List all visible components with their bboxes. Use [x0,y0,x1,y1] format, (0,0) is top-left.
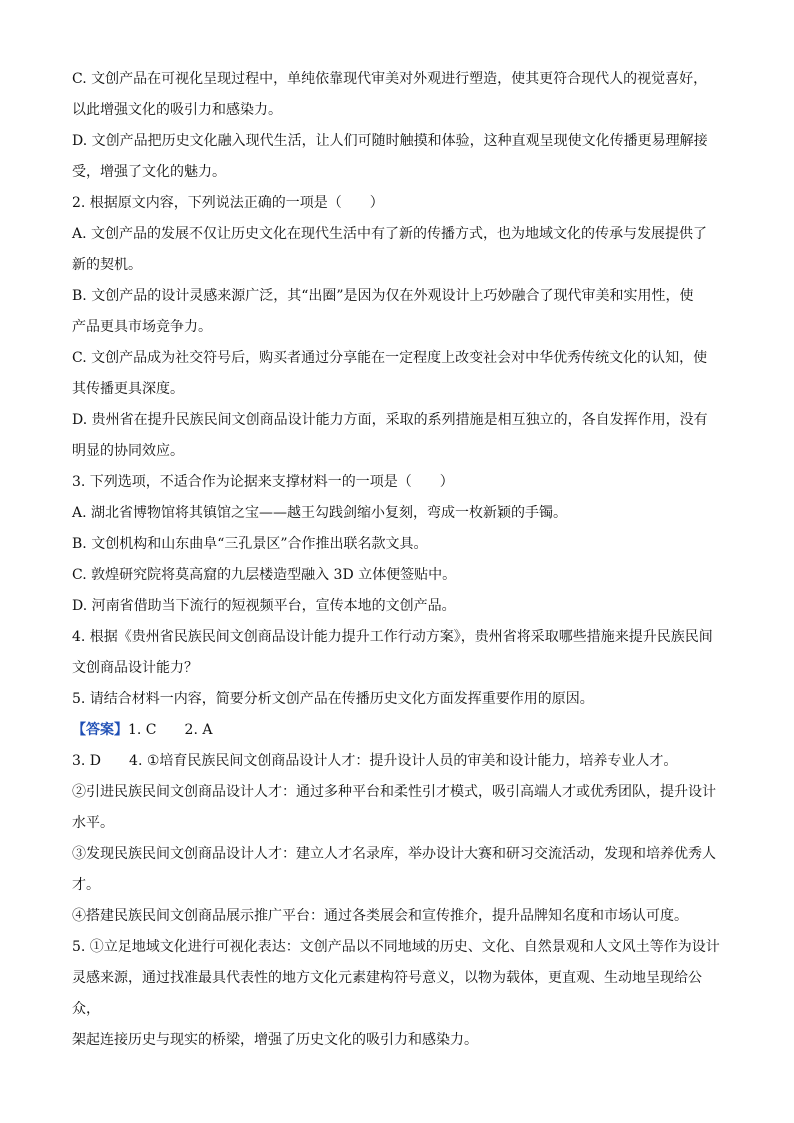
q2-option-a-line-1: A. 文创产品的发展不仅让历史文化在现代生活中有了新的传播方式，也为地域文化的传承与发展提供了 [72,226,708,242]
answer-label: 【答案】 [72,722,128,738]
q3-option-c: C. 敦煌研究院将莫高窟的九层楼造型融入 3D 立体便签贴中。 [72,567,457,583]
q2-option-d-line-1: D. 贵州省在提升民族民间文创商品设计能力方面，采取的系列措施是相互独立的，各自发挥作用，没有 [72,412,708,428]
question-5: 5. 请结合材料一内容，简要分析文创产品在传播历史文化方面发挥重要作用的原因。 [72,691,594,707]
q2-option-b-line-2: 产品更具市场竞争力。 [72,319,212,335]
answer-5-line-1: 5. ①立足地域文化进行可视化表达：文创产品以不同地域的历史、文化、自然景观和人文风土等作为设计 [72,939,720,955]
question-2: 2. 根据原文内容，下列说法正确的一项是（ ） [72,195,384,211]
question-3: 3. 下列选项，不适合作为论据来支撑材料一的一项是（ ） [72,474,454,490]
q2-option-a-line-2: 新的契机。 [72,257,142,273]
answer-2: 2. A [184,722,213,738]
answer-4-item-2-line-2: 水平。 [72,815,114,831]
q3-option-d: D. 河南省借助当下流行的短视频平台，宣传本地的文创产品。 [72,598,456,614]
q2-option-b-line-1: B. 文创产品的设计灵感来源广泛，其“出圈”是因为仅在外观设计上巧妙融合了现代审美和实用性，使 [72,288,694,304]
answer-4-item-1: 4. ①培育民族民间文创商品设计人才：提升设计人员的审美和设计能力，培养专业人才。 [129,753,678,769]
answer-line-2 [72,746,722,777]
q3-option-b: B. 文创机构和山东曲阜“三孔景区”合作推出联名款文具。 [72,536,428,552]
q2-option-c-line-2: 其传播更具深度。 [72,381,184,397]
answer-5-line-2: 灵感来源，通过找准最具代表性的地方文化元素建构符号意义，以物为载体，更直观、生动地呈现给公众， [72,970,702,1017]
q2-option-c-line-1: C. 文创产品成为社交符号后，购买者通过分享能在一定程度上改变社会对中华优秀传统文化的认知，使 [72,350,708,366]
option-c-line-2: 以此增强文化的吸引力和感染力。 [72,102,282,118]
q3-option-a: A. 湖北省博物馆将其镇馆之宝——越王勾践剑缩小复刻，弯成一枚新颖的手镯。 [72,505,568,521]
question-4-line-2: 文创商品设计能力？ [72,660,198,676]
answer-4-item-4: ④搭建民族民间文创商品展示推广平台：通过各类展会和宣传推介，提升品牌知名度和市场认可度。 [72,908,688,924]
answer-1: 1. C [128,722,157,738]
question-4-line-1: 4. 根据《贵州省民族民间文创商品设计能力提升工作行动方案》，贵州省将采取哪些措施来提升民族民间 [72,629,713,645]
answer-5-line-3: 架起连接历史与现实的桥梁，增强了历史文化的吸引力和感染力。 [72,1032,478,1048]
answer-line-1 [72,715,722,746]
option-d-line-1: D. 文创产品把历史文化融入现代生活，让人们可随时触摸和体验，这种直观呈现使文化传播更易理解接 [72,133,708,149]
answer-4-item-2-line-1: ②引进民族民间文创商品设计人才：通过多种平台和柔性引才模式，吸引高端人才或优秀团队，提升设计 [72,784,716,800]
answer-4-item-3-line-2: 才。 [72,877,100,893]
option-d-line-2: 受，增强了文化的魅力。 [72,164,226,180]
answer-4-item-3-line-1: ③发现民族民间文创商品设计人才：建立人才名录库，举办设计大赛和研习交流活动，发现和培养优秀人 [72,846,716,862]
answer-3: 3. D [72,753,102,769]
q2-option-d-line-2: 明显的协同效应。 [72,443,184,459]
option-c-line-1: C. 文创产品在可视化呈现过程中，单纯依靠现代审美对外观进行塑造，使其更符合现代人的视觉喜好， [72,71,708,87]
document-body [72,64,722,1056]
